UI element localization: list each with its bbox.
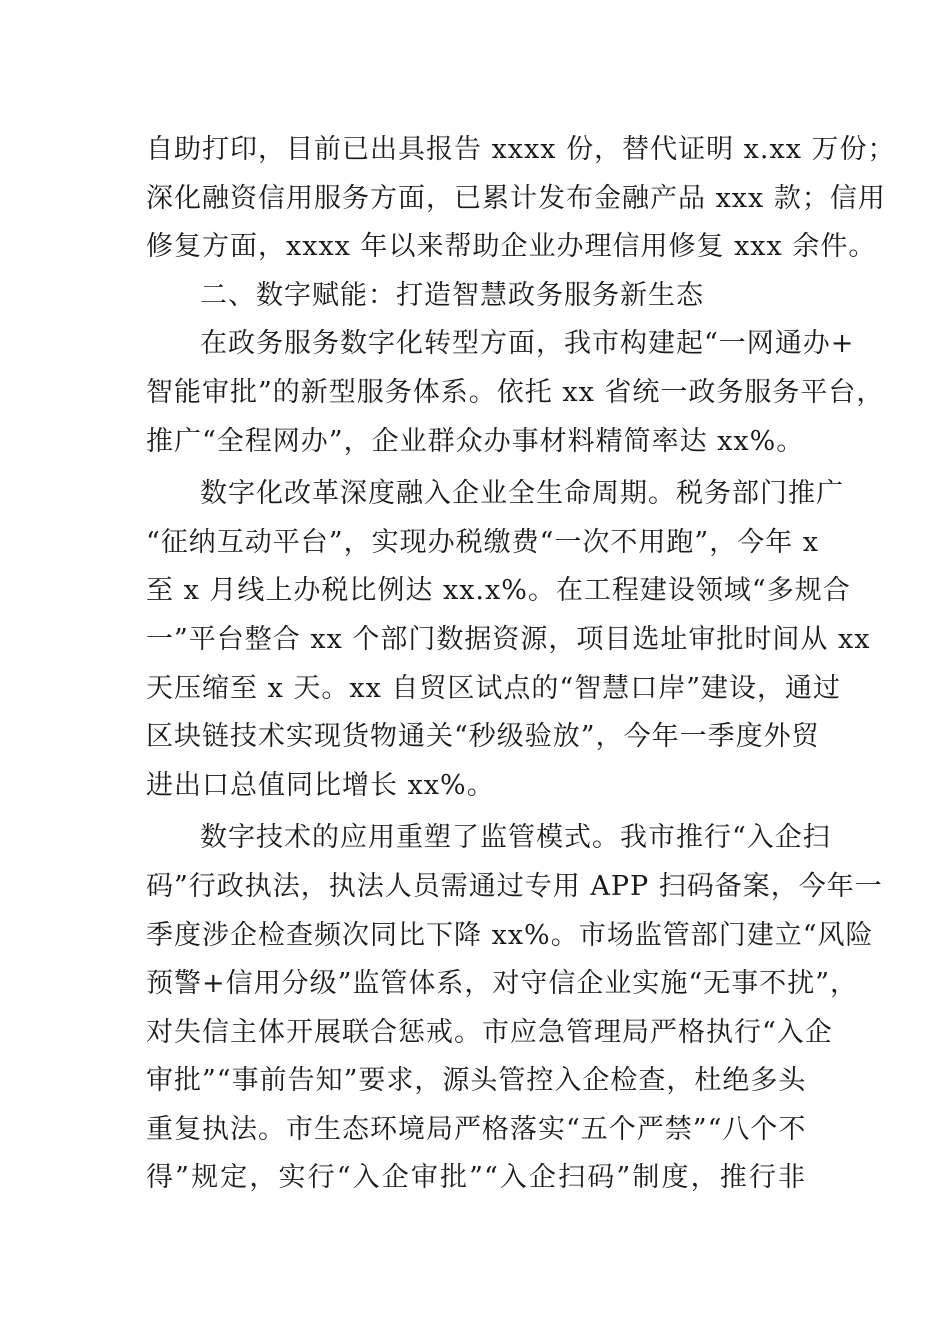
text-line: 得”规定，实行“入企审批”“入企扫码”制度，推行非	[146, 1162, 806, 1194]
document-body	[146, 126, 896, 1203]
text-line: 数字技术的应用重塑了监管模式。我市推行“入企扫	[200, 822, 831, 854]
section-heading: 二、数字赋能：打造智慧政务服务新生态	[200, 279, 704, 311]
text-line: 在政务服务数字化转型方面，我市构建起“一网通办+	[200, 328, 855, 360]
text-line: 天压缩至 x 天。xx 自贸区试点的“智慧口岸”建设，通过	[146, 672, 842, 704]
text-line: 预警+信用分级”监管体系，对守信企业实施“无事不扰”，	[146, 968, 859, 1000]
text-line: 至 x 月线上办税比例达 xx.x%。在工程建设领域“多规合	[146, 575, 851, 607]
text-line: 智能审批”的新型服务体系。依托 xx 省统一政务服务平台，	[146, 376, 885, 408]
text-line: 修复方面，xxxx 年以来帮助企业办理信用修复 xxx 余件。	[146, 231, 877, 263]
text-line: 对失信主体开展联合惩戒。市应急管理局严格执行“入企	[146, 1016, 833, 1048]
text-line: 码”行政执法，执法人员需通过专用 APP 扫码备案，今年一	[146, 870, 883, 902]
text-line: 重复执法。市生态环境局严格落实“五个严禁”“八个不	[146, 1113, 807, 1145]
text-line: 数字化改革深度融入企业全生命周期。税务部门推广	[200, 478, 844, 510]
text-line: 进出口总值同比增长 xx%。	[146, 769, 495, 801]
text-line: 深化融资信用服务方面，已累计发布金融产品 xxx 款；信用	[146, 182, 886, 214]
text-line: “征纳互动平台”，实现办税缴费“一次不用跑”，今年 x	[146, 526, 820, 558]
text-line: 自助打印，目前已出具报告 xxxx 份，替代证明 x.xx 万份；	[146, 134, 896, 165]
text-line: 审批”“事前告知”要求，源头管控入企检查，杜绝多头	[146, 1065, 807, 1097]
text-line: 区块链技术实现货物通关“秒级验放”，今年一季度外贸	[146, 721, 820, 753]
text-line: 推广“全程网办”，企业群众办事材料精简率达 xx%。	[146, 425, 805, 457]
text-line: 季度涉企检查频次同比下降 xx%。市场监管部门建立“风险	[146, 919, 874, 951]
text-line: 一”平台整合 xx 个部门数据资源，项目选址审批时间从 xx	[146, 623, 871, 655]
